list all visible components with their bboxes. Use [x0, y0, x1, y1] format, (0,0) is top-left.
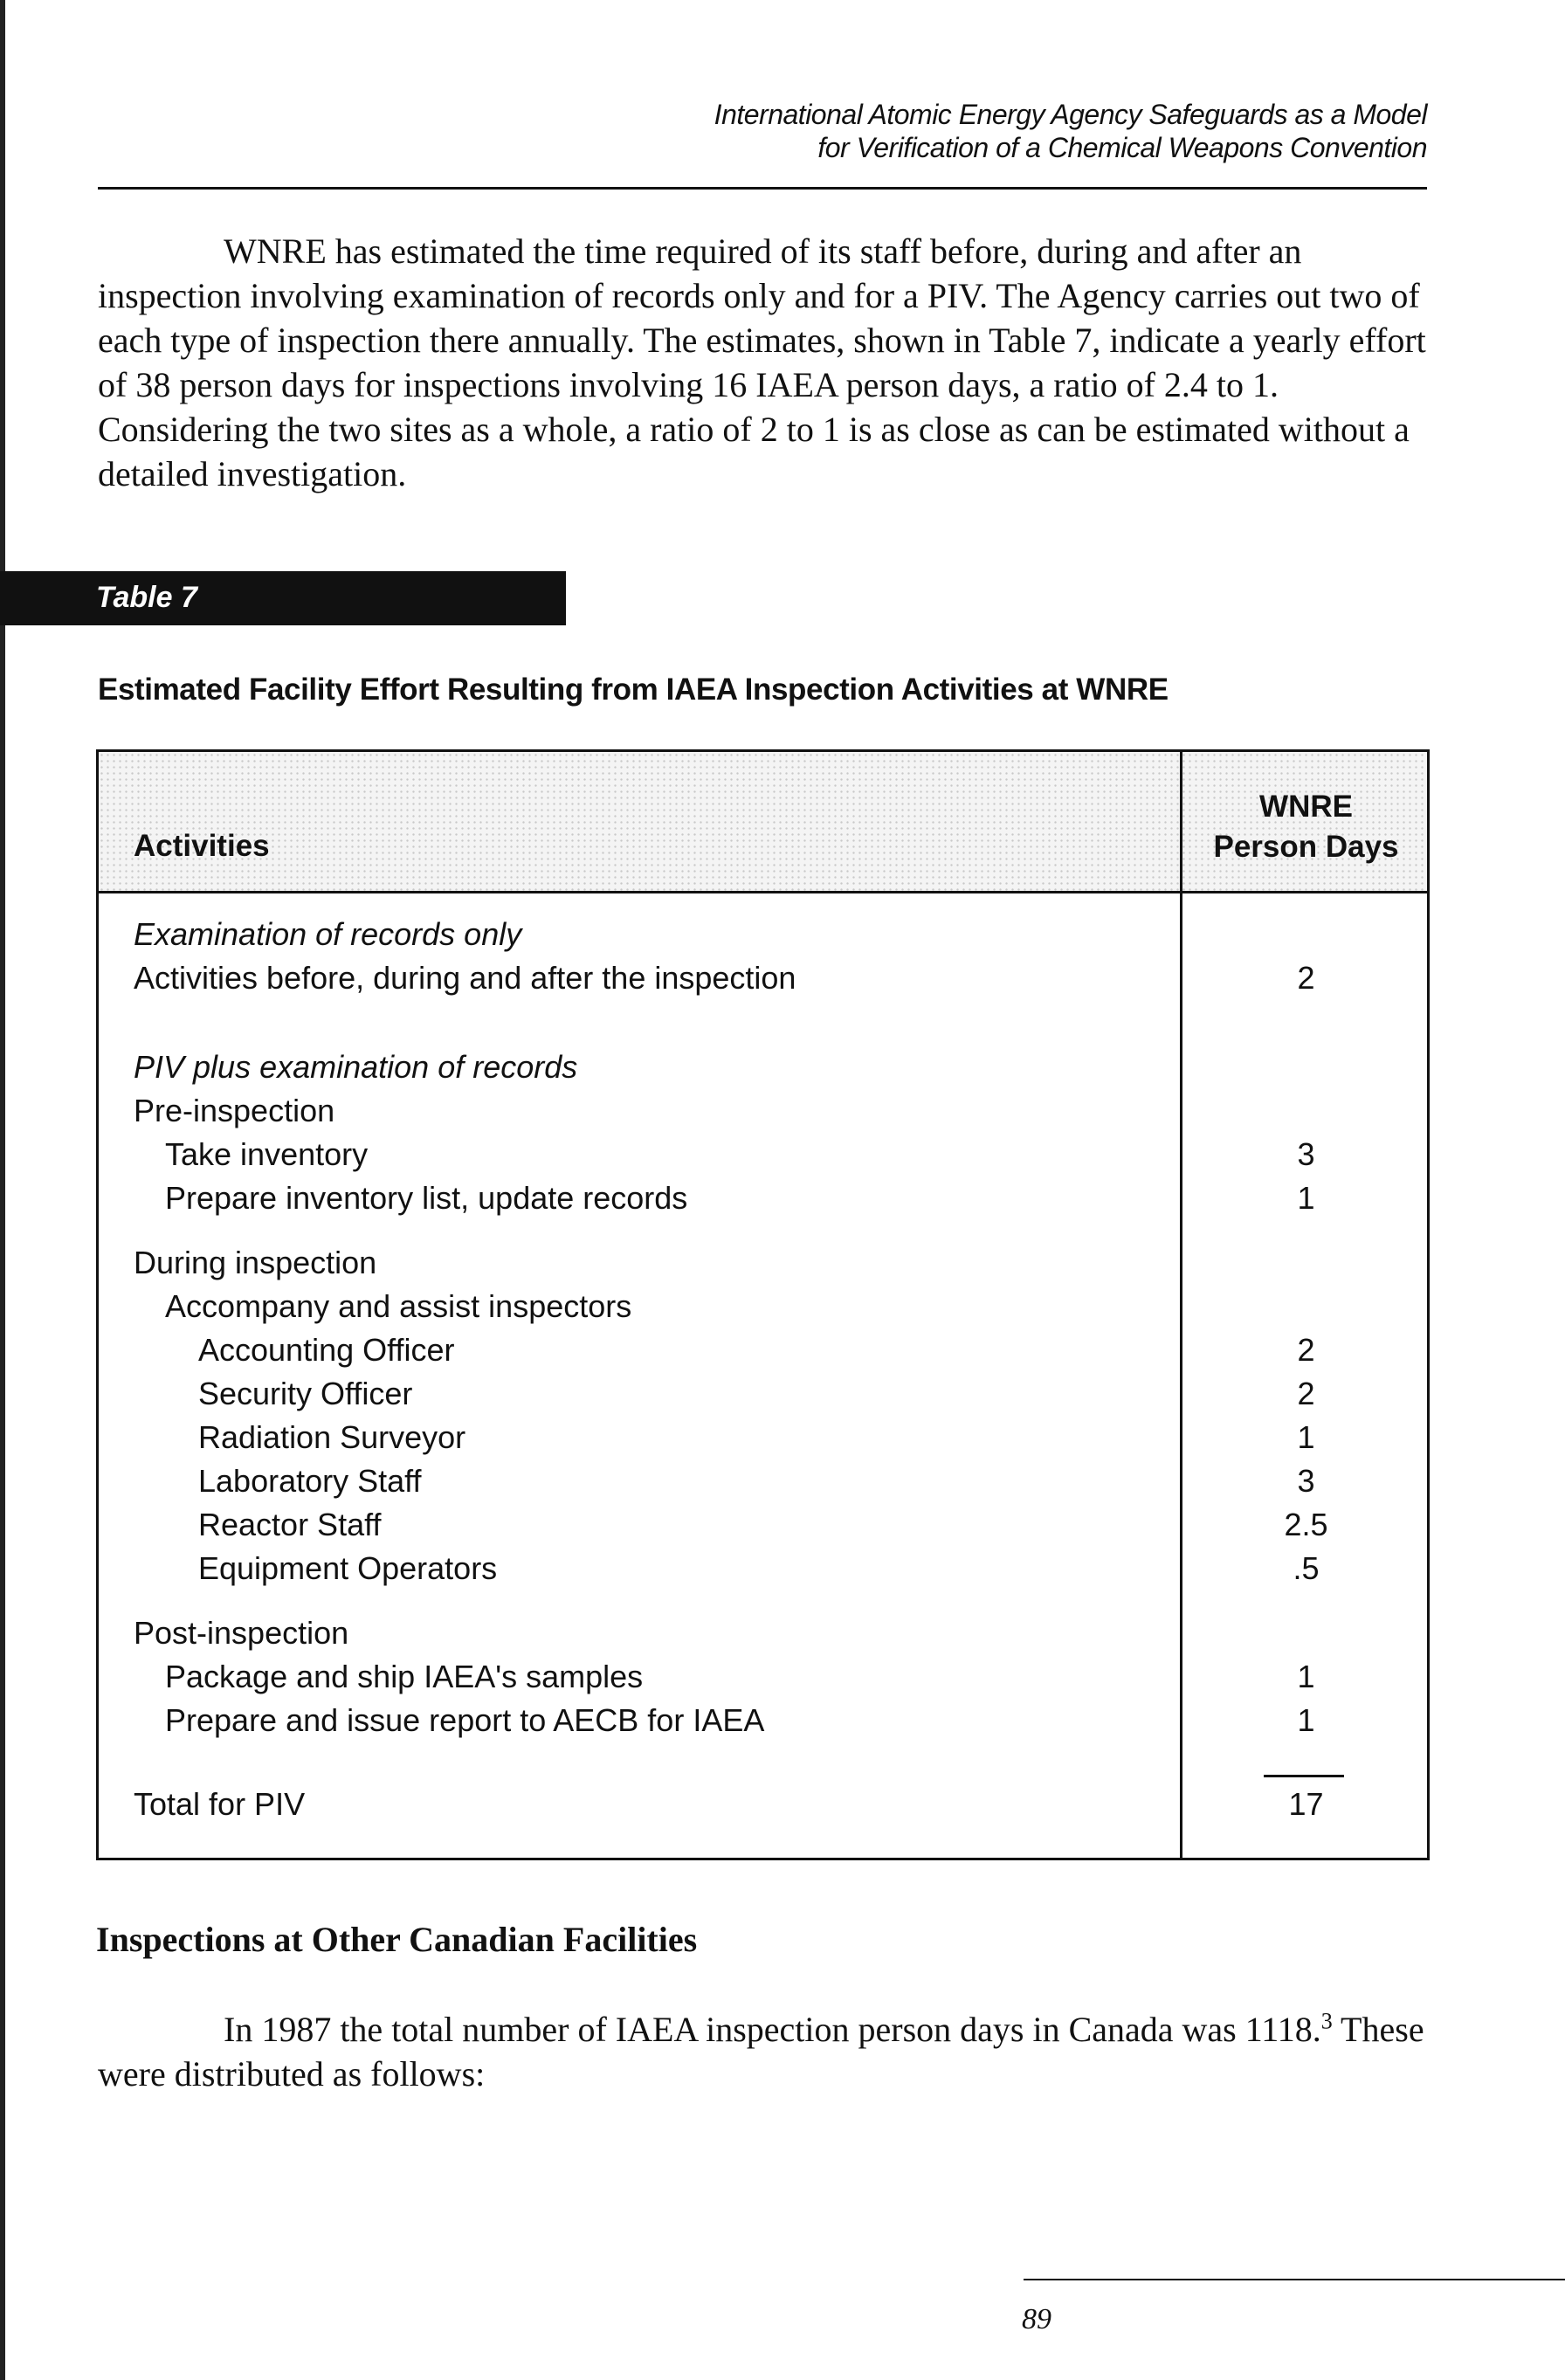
row-label: Pre-inspection [134, 1093, 335, 1128]
header-days-line-2: Person Days [1213, 830, 1399, 864]
table-label: Table 7 [96, 581, 197, 614]
row-value: 1 [1297, 1702, 1315, 1738]
row-value: 2.5 [1284, 1507, 1328, 1542]
effort-table [96, 749, 1430, 1860]
intro-paragraph: WNRE has estimated the time required of its staff before, during and after an inspection involving examination of records only and for a PIV. The Agency carries out two of each type of inspection there annually. The estimates, shown in Table 7, indicate a yearly effort of 38 person days for inspections involving 16 IAEA person days, a ratio of 2.4 to 1. Considering the two sites as a whole, a ratio of 2 to 1 is as close as can be estimated without a detailed investigation. [98, 231, 1426, 493]
row-label: During inspection [134, 1245, 377, 1280]
row-label: Take inventory [165, 1136, 369, 1172]
row-value: 2 [1297, 1332, 1315, 1368]
row-value: .5 [1293, 1550, 1320, 1586]
section-heading: Inspections at Other Canadian Facilities [96, 1920, 698, 1959]
footer-rule [1024, 2279, 1565, 2280]
row-value: 2 [1297, 1376, 1315, 1411]
header-person-days [1182, 787, 1430, 867]
row-label: Prepare inventory list, update records [165, 1180, 688, 1216]
header-days-line-1: WNRE [1259, 790, 1353, 824]
table-row [99, 913, 1427, 956]
table-row [99, 1655, 1427, 1699]
row-label: Radiation Surveyor [198, 1419, 466, 1455]
row-label: Total for PIV [134, 1786, 306, 1822]
table-row [99, 1176, 1427, 1220]
row-value: 1 [1297, 1419, 1315, 1455]
row-label: Security Officer [198, 1376, 413, 1411]
row-label: Accompany and assist inspectors [165, 1288, 632, 1324]
row-label: Prepare and issue report to AECB for IAEA [165, 1702, 765, 1738]
page-number: 89 [1022, 2303, 1051, 2335]
table-row [99, 1133, 1427, 1176]
table-row [99, 1503, 1427, 1547]
row-value: 2 [1297, 960, 1315, 996]
table-row [99, 1547, 1427, 1590]
running-head [98, 98, 1427, 164]
row-label: Laboratory Staff [198, 1463, 422, 1499]
total-rule [1264, 1775, 1344, 1777]
row-label: Package and ship IAEA's samples [165, 1659, 644, 1694]
row-value: 3 [1297, 1136, 1315, 1172]
header-rule [98, 187, 1427, 190]
table-row [99, 1045, 1427, 1089]
table-row [99, 1416, 1427, 1459]
table-row [99, 956, 1427, 1000]
table-row [99, 1372, 1427, 1416]
table-row [99, 1241, 1427, 1285]
row-value: 17 [1288, 1786, 1324, 1822]
table-title: Estimated Facility Effort Resulting from IAEA Inspection Activities at WNRE [98, 673, 1169, 707]
closing-text-after: These were distributed as follows: [98, 2010, 1424, 2094]
row-label: Accounting Officer [198, 1332, 455, 1368]
row-value: 3 [1297, 1463, 1315, 1499]
running-head-line-1: International Atomic Energy Agency Safeguards as a Model [714, 99, 1427, 130]
row-label: Equipment Operators [198, 1550, 498, 1586]
row-label: Reactor Staff [198, 1507, 382, 1542]
table-row [99, 1699, 1427, 1742]
row-value: 1 [1297, 1659, 1315, 1694]
closing-paragraph [98, 2007, 1427, 2096]
running-head-line-2: for Verification of a Chemical Weapons Convention [817, 132, 1427, 163]
row-label: Examination of records only [134, 916, 522, 952]
table-label-bar [0, 571, 566, 625]
row-value: 1 [1297, 1180, 1315, 1216]
closing-text-before: In 1987 the total number of IAEA inspection person days in Canada was 1118. [224, 2010, 1321, 2049]
table-row [99, 1285, 1427, 1328]
footnote-marker: 3 [1320, 2008, 1333, 2034]
table-row-total [99, 1783, 1427, 1826]
row-label: Post-inspection [134, 1615, 349, 1651]
page-binding-edge [0, 0, 5, 2380]
row-label: PIV plus examination of records [134, 1049, 578, 1085]
table-row [99, 1328, 1427, 1372]
table-row [99, 1459, 1427, 1503]
table-header [99, 752, 1427, 893]
header-activities: Activities [134, 829, 270, 863]
table-row [99, 1611, 1427, 1655]
table-row [99, 1089, 1427, 1133]
row-label: Activities before, during and after the inspection [134, 960, 796, 996]
